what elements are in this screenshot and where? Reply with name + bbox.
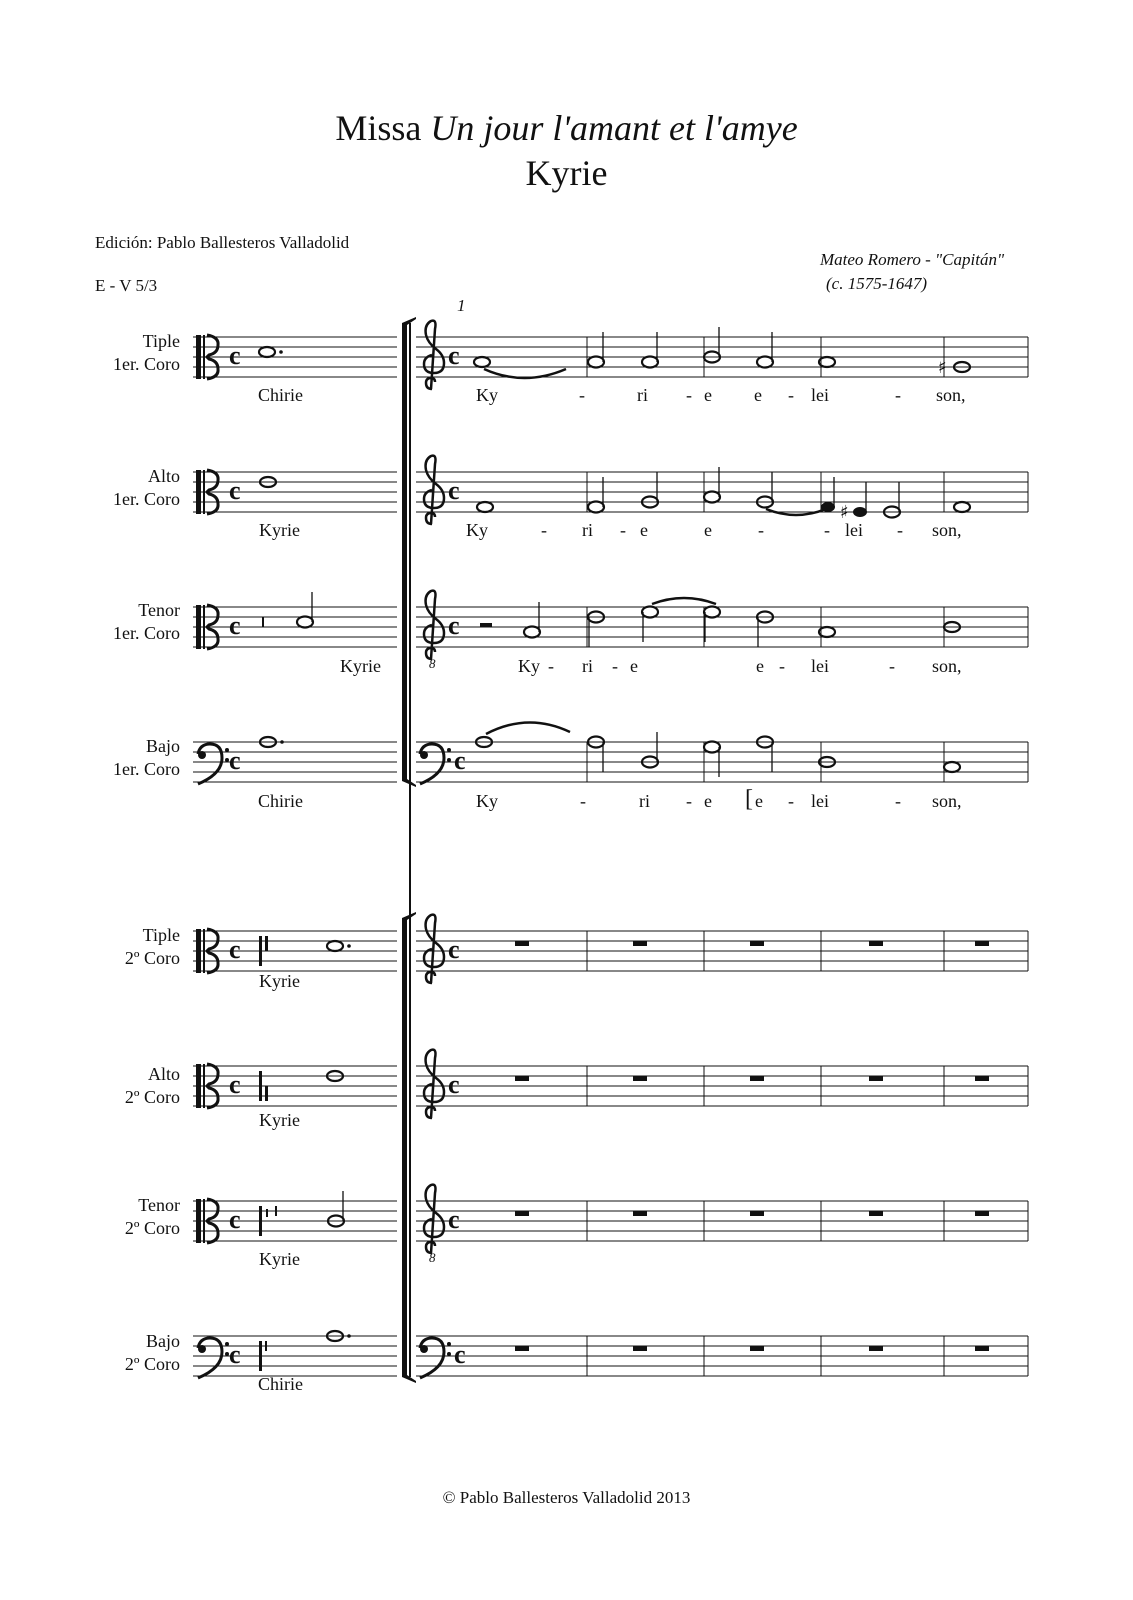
svg-text:♯: ♯ xyxy=(840,502,849,523)
title-italic: Un jour l'amant et l'amye xyxy=(430,108,798,148)
voice-label: Bajo 1er. Coro xyxy=(113,736,180,779)
voice-label: Alto 1er. Coro xyxy=(113,466,180,509)
voice-label: Alto 2º Coro xyxy=(124,1064,180,1107)
voice-label: Bajo 2º Coro xyxy=(124,1331,180,1374)
svg-text:8: 8 xyxy=(429,1250,436,1265)
incipit-lyric: Kyrie xyxy=(340,656,381,676)
voice-label: Tenor 1er. Coro xyxy=(113,600,180,643)
incipit-lyric: Chirie xyxy=(258,1374,303,1394)
voice-label: Tiple 2º Coro xyxy=(124,925,180,968)
copyright-footer: © Pablo Ballesteros Valladolid 2013 xyxy=(442,1488,691,1507)
page-subtitle: Kyrie xyxy=(525,153,608,193)
source-reference: E - V 5/3 xyxy=(95,276,158,295)
incipit-lyric: Kyrie xyxy=(259,971,300,991)
incipit-lyric: Chirie xyxy=(258,385,303,405)
svg-text:8: 8 xyxy=(429,656,436,671)
score-notation: c ♯ ♯ 8 8 xyxy=(0,0,1133,1600)
incipit-lyric: Kyrie xyxy=(259,1249,300,1269)
incipit-lyric: Kyrie xyxy=(259,520,300,540)
composer-name: Mateo Romero - "Capitán" xyxy=(820,250,1005,269)
voice-label: Tiple 1er. Coro xyxy=(113,331,180,374)
incipit-lyric: Chirie xyxy=(258,791,303,811)
svg-text:♯: ♯ xyxy=(938,357,947,378)
incipit-lyric: Kyrie xyxy=(259,1110,300,1130)
voice-label: Tenor 2º Coro xyxy=(124,1195,180,1238)
measure-number: 1 xyxy=(457,296,466,315)
composer-dates: (c. 1575-1647) xyxy=(826,274,928,293)
editor-credit: Edición: Pablo Ballesteros Valladolid xyxy=(95,233,350,252)
title-plain: Missa xyxy=(335,108,431,148)
